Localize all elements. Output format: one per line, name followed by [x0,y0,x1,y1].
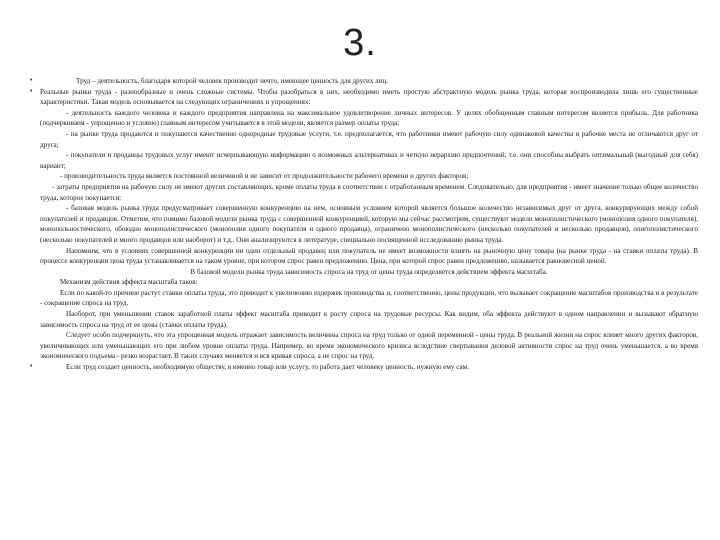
paragraph: - производительность труда является постоянной величиной и не зависит от продолжительности рабочего времени и других факторов; [60,172,469,181]
paragraph: Если труд создает ценность, необходимую обществу, в именно товар или услугу, то работа дает человеку ценность, нужную ему сам. [66,363,469,372]
list-item [30,362,698,373]
paragraph: Механизм действия эффекта масштаба таков: [60,278,198,287]
paragraph: Наоборот, при уменьшении ставок заработной платы эффект масштаба приводит к росту спроса на трудовые ресурсы. Как видим, оба эффекта действуют в одном направлении и вызывают обратную зависимость спроса на труд от ее цены (ставки оплаты труда). [40,310,698,329]
bullet-icon: • [30,363,33,371]
slide-title: 3. [343,22,377,64]
list-item [30,87,698,108]
paragraph: - покупатели и продавцы трудовых услуг имеют исчерпывающую информацию о возможных альтернативах и четкую иерархию предпочтений, т.е. они способны выбрать оптимальный (выгодный для себя) вариант; [40,151,698,170]
paragraph: - затраты предприятия на рабочую силу не имеют других составляющих, кроме оплаты труда в соответствии с отработанным временем. Следовательно, для предприятия - имеет значение только общее количество труда, которое покупается; [40,182,698,202]
paragraph: Напомним, что в условиях совершенной конкуренции ни один отдельный продавец или покупатель не имеет возможности влиять на рыночную цену товара (на рынке труда - на ставки оплаты труда). В процессе конкуренции цена труда устанавливается на таком уровне, при котором спрос равен предложению. Цена, при которой спрос равен предложению, называется равновесной ценой. [40,246,698,266]
paragraph: Реальные рынки труда - разнообразные и очень сложные системы. Чтобы разобраться в них, необходимо иметь простую абстрактную модель рынка труда, которая воспроизводила лишь его существенные характеристики. Такая модель основывается на следующих ограничениях и упрощениях: [40,87,698,107]
bullet-icon: • [30,87,33,95]
list-item [30,76,698,87]
paragraph: - деятельность каждого человека и каждого предприятия направлена на максимальное удовлетворение личных интересов. У целях обобщенным главным интересом является прибыль. Для работника (подчеркиваем - упрощенно и условно) главным интересом учитывается в этой модели, является размер оплаты труда; [40,108,698,128]
paragraph: Если по какой-то причине растут ставки оплаты труда, это приводит к увеличению издержек производства и, соответственно, цены продукции, что вызывает сокращение масштабов производства и в результате - сокращение спроса на труд. [40,288,698,308]
paragraph: В базовой модели рынка труда зависимость спроса на труд от цены труда определяется действием эффекта масштаба. [190,267,548,276]
paragraph: Труд – деятельность, благодаря которой человек производит нечто, имеющее ценность для других лиц. [76,77,389,85]
slide-body [30,76,698,373]
bullet-icon: • [30,77,33,84]
paragraph: Следует особо подчеркнуть, что эта упрощенная модель отражает зависимость величины спроса на труд только от одной переменной - цены труда. В реальной жизни на спрос влияет много других факторов, увеличивающих или уменьшающих его при любом уровне оплаты труда. Например, во время экономического кризиса вследствие свертывания деловой активности спрос на труд очень уменьшается, а во время экономического подъема - резко возрастает. В таких случаях меняется и вся кривая спроса, а не спрос на труд. [40,331,698,361]
paragraph: - на рынке труда продаются и покупаются качественно однородные трудовые услуги, т.е. предполагается, что работники имеют рабочую силу одинаковой качества и рабочие места не отличаются друг от друга; [40,129,698,149]
paragraph: - базовая модель рынка труда предусматривает совершенную конкуренцию на нем, основным условием которой является большое количество независимых друг от друга, конкурирующих между собой покупателей и продавцов. Отметим, что помимо базовой модели рынка труда с совершенной конкуренцией, которую мы сейчас рассмотрим, существуют модели монополистического (монополия одного покупателя), монопольностического, обоюдно монополистического (монополия одного покупателя и одного продавца), ограничено монополистического (несколько покупателей и несколько продавцов), олигополистического (несколько покупателей и много продавцов или наоборот) и т.д.. Они анализируются в литературе, специально посвященной исследованию рынка труда. [40,204,698,244]
